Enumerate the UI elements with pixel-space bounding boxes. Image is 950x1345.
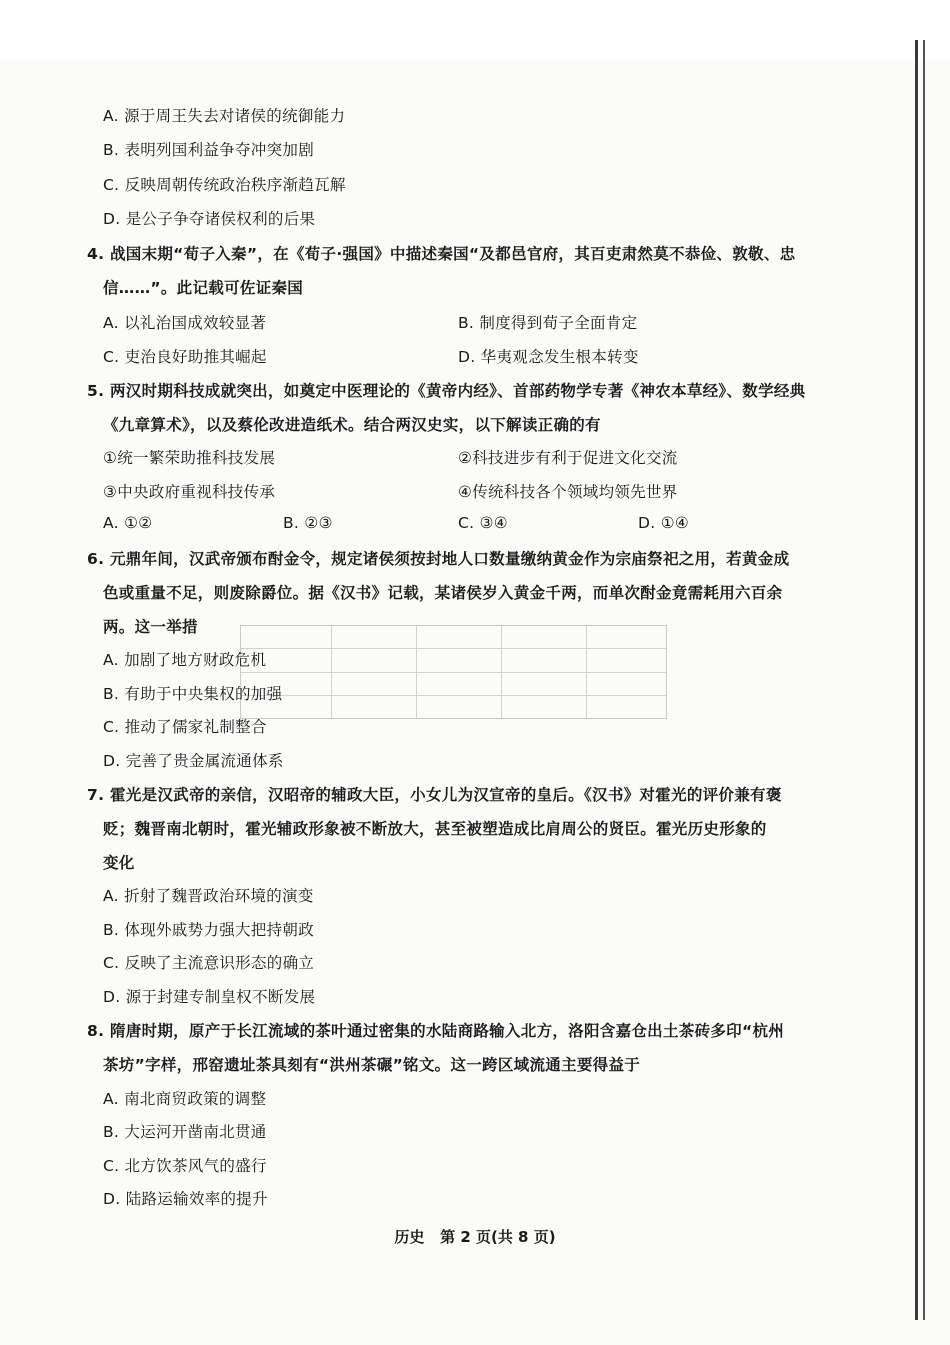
q8-option-b[interactable]: B. 大运河开凿南北贯通 <box>103 1123 267 1141</box>
q5-stem-line-2: 《九章算术》，以及蔡伦改进造纸术。结合两汉史实，以下解读正确的有 <box>103 416 601 434</box>
q6-stem-line-1: 6. 元鼎年间，汉武帝颁布酎金令，规定诸侯须按封地人口数量缴纳黄金作为宗庙祭祀之用，若黄金成 <box>87 550 790 568</box>
q5-option-d[interactable]: D. ①④ <box>638 514 690 532</box>
q6-stem-line-3: 两。这一举措 <box>103 618 198 636</box>
q7-option-d[interactable]: D. 源于封建专制皇权不断发展 <box>103 988 316 1006</box>
q5-option-c[interactable]: C. ③④ <box>458 514 508 532</box>
scan-top-margin <box>0 0 950 60</box>
q5-stem-line-1: 5. 两汉时期科技成就突出，如奠定中医理论的《黄帝内经》、首部药物学专著《神农本草经》、数学经典 <box>87 382 806 400</box>
q5-option-a[interactable]: A. ①② <box>103 514 153 532</box>
q8-option-a[interactable]: A. 南北商贸政策的调整 <box>103 1090 267 1108</box>
footer-page-number: 第 2 页(共 8 页) <box>440 1228 556 1246</box>
q7-option-c[interactable]: C. 反映了主流意识形态的确立 <box>103 954 315 972</box>
q6-option-c[interactable]: C. 推动了儒家礼制整合 <box>103 718 267 736</box>
q8-option-c[interactable]: C. 北方饮茶风气的盛行 <box>103 1157 267 1175</box>
q4-stem-line-1: 4. 战国末期“荀子入秦”，在《荀子·强国》中描述秦国“及都邑官府，其百吏肃然莫不恭俭、敦敬、忠 <box>87 245 796 263</box>
q7-stem-line-3: 变化 <box>103 854 135 872</box>
q6-option-a[interactable]: A. 加剧了地方财政危机 <box>103 651 267 669</box>
scan-edge-line <box>915 40 918 1320</box>
q4-option-a[interactable]: A. 以礼治国成效较显著 <box>103 314 267 332</box>
q4-stem-line-2: 信……”。此记载可佐证秦国 <box>103 279 304 297</box>
q3-option-a[interactable]: A. 源于周王失去对诸侯的统御能力 <box>103 107 346 125</box>
footer-subject: 历史 <box>394 1228 425 1246</box>
q7-option-b[interactable]: B. 体现外戚势力强大把持朝政 <box>103 921 314 939</box>
q8-stem-line-2: 茶坊”字样，邢窑遗址茶具刻有“洪州茶碾”铭文。这一跨区域流通主要得益于 <box>103 1056 641 1074</box>
q4-option-d[interactable]: D. 华夷观念发生根本转变 <box>458 348 639 366</box>
q8-option-d[interactable]: D. 陆路运输效率的提升 <box>103 1190 268 1208</box>
q5-item-4: ④传统科技各个领域均领先世界 <box>458 483 678 501</box>
q3-option-b[interactable]: B. 表明列国利益争夺冲突加剧 <box>103 141 314 159</box>
q5-option-b[interactable]: B. ②③ <box>283 514 333 532</box>
q6-option-d[interactable]: D. 完善了贵金属流通体系 <box>103 752 284 770</box>
bleed-through-table <box>240 625 667 719</box>
page-footer <box>0 1226 950 1247</box>
q5-item-1: ①统一繁荣助推科技发展 <box>103 449 276 467</box>
q7-option-a[interactable]: A. 折射了魏晋政治环境的演变 <box>103 887 314 905</box>
q5-item-2: ②科技进步有利于促进文化交流 <box>458 449 678 467</box>
q3-option-d[interactable]: D. 是公子争夺诸侯权利的后果 <box>103 210 316 228</box>
q7-stem-line-1: 7. 霍光是汉武帝的亲信，汉昭帝的辅政大臣，小女儿为汉宣帝的皇后。《汉书》对霍光的评价兼有褒 <box>87 786 782 804</box>
q4-option-c[interactable]: C. 吏治良好助推其崛起 <box>103 348 267 366</box>
q6-stem-line-2: 色或重量不足，则废除爵位。据《汉书》记载，某诸侯岁入黄金千两，而单次酎金竟需耗用六百余 <box>103 584 783 602</box>
q6-option-b[interactable]: B. 有助于中央集权的加强 <box>103 685 283 703</box>
q5-item-3: ③中央政府重视科技传承 <box>103 483 276 501</box>
q7-stem-line-2: 贬；魏晋南北朝时，霍光辅政形象被不断放大，甚至被塑造成比肩周公的贤臣。霍光历史形象的 <box>103 820 767 838</box>
scan-edge-line <box>923 40 925 1320</box>
q8-stem-line-1: 8. 隋唐时期，原产于长江流域的茶叶通过密集的水陆商路输入北方，洛阳含嘉仓出土茶砖多印“杭州 <box>87 1022 785 1040</box>
q3-option-c[interactable]: C. 反映周朝传统政治秩序渐趋瓦解 <box>103 176 346 194</box>
q4-option-b[interactable]: B. 制度得到荀子全面肯定 <box>458 314 638 332</box>
